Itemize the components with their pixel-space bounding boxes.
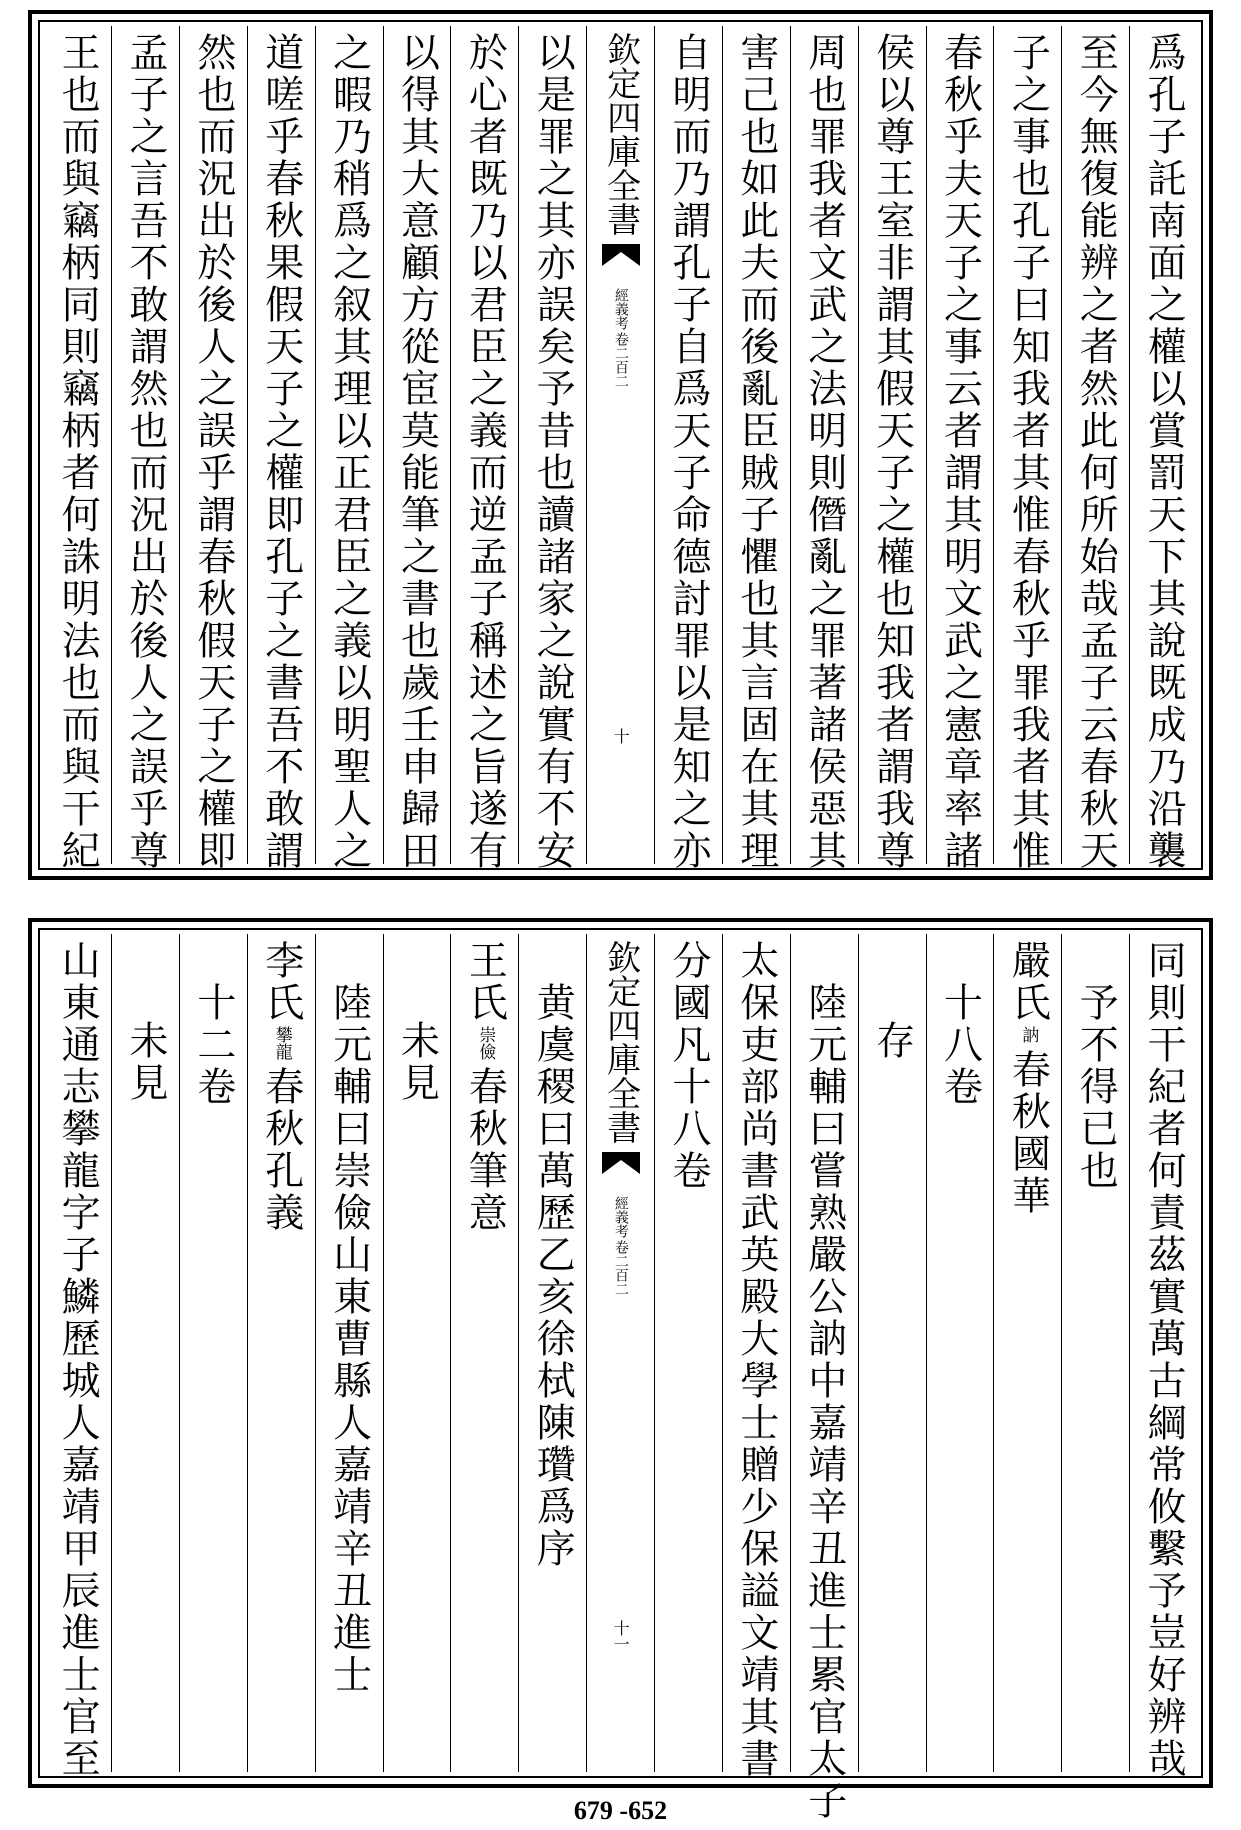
text-column <box>111 26 179 872</box>
text-column <box>1061 26 1129 872</box>
text-column <box>993 26 1061 872</box>
text-column <box>858 26 926 872</box>
text-column <box>383 26 451 872</box>
entry-heading <box>1005 940 1051 1217</box>
column-text: 至今無復能辨之者然此何所始哉孟子云春秋天 <box>1073 32 1119 872</box>
author-given-name: 訥 <box>1018 1026 1039 1043</box>
author-given-name: 崇儉 <box>475 1026 496 1060</box>
column-text: 王也而與竊柄同則竊柄者何誅明法也而與干紀 <box>55 32 101 872</box>
folio-number: 十 <box>611 728 631 744</box>
column-text: 太保吏部尚書武英殿大學士贈少保謚文靖其書 <box>733 940 779 1780</box>
column-text: 道嗟乎春秋果假天子之權即孔子之書吾不敢謂 <box>258 32 304 872</box>
column-text: 陸元輔曰嘗熟嚴公訥中嘉靖辛丑進士累官太子 <box>801 982 847 1822</box>
text-column <box>383 934 451 1772</box>
fishtail-mark-icon <box>600 1150 642 1176</box>
text-column <box>1129 26 1197 872</box>
entry-heading-column <box>450 934 518 1772</box>
text-column <box>654 26 722 872</box>
author-surname: 李氏 <box>258 940 304 1024</box>
work-name: 經義考 <box>612 1196 629 1238</box>
status-text: 未見 <box>394 1020 440 1104</box>
text-column <box>1061 934 1129 1772</box>
column-text: 予不得已也 <box>1073 982 1119 1192</box>
text-column <box>315 934 383 1772</box>
text-column <box>654 934 722 1772</box>
text-column <box>926 26 994 872</box>
column-text: 自明而乃謂孔子自爲天子命德討罪以是知之亦 <box>665 32 711 872</box>
center-margin <box>586 934 654 1772</box>
entry-heading <box>462 940 508 1234</box>
work-title: 春秋孔義 <box>258 1066 304 1234</box>
text-column <box>790 934 858 1822</box>
chapter-number: 卷二百二 <box>612 1240 629 1296</box>
column-text: 害己也如此夫而後亂臣賊子懼也其言固在其理 <box>733 32 779 872</box>
column-text: 於心者既乃以君臣之義而逆孟子稱述之旨遂有 <box>462 32 508 872</box>
volume-count: 十二卷 <box>190 982 236 1108</box>
page-number: 679 -652 <box>573 1796 668 1825</box>
folio-number: 十一 <box>611 1620 631 1652</box>
author-given-name: 攀龍 <box>271 1026 292 1060</box>
column-text: 陸元輔曰崇儉山東曹縣人嘉靖辛丑進士 <box>326 982 372 1696</box>
text-column <box>179 26 247 872</box>
top-page <box>28 10 1213 880</box>
text-column <box>247 26 315 872</box>
text-column <box>111 934 179 1772</box>
fishtail-mark-icon <box>600 242 642 268</box>
text-column <box>722 26 790 872</box>
column-text: 子之事也孔子曰知我者其惟春秋乎罪我者其惟 <box>1005 32 1051 872</box>
column-text: 分國凡十八卷 <box>665 940 711 1192</box>
text-column <box>315 26 383 872</box>
text-column <box>450 26 518 872</box>
column-text: 黄虞稷曰萬歷乙亥徐栻陳瓚爲序 <box>530 982 576 1570</box>
entry-heading-column <box>247 934 315 1772</box>
work-title: 春秋筆意 <box>462 1066 508 1234</box>
column-text: 以得其大意顧方從宦莫能筆之書也歲壬申歸田 <box>394 32 440 872</box>
column-text: 山東通志攀龍字子鱗歷城人嘉靖甲辰進士官至 <box>55 940 101 1780</box>
text-column <box>518 26 586 872</box>
text-column <box>1129 934 1197 1780</box>
entry-heading <box>258 940 304 1234</box>
text-column <box>722 934 790 1780</box>
text-column <box>44 934 111 1780</box>
column-text: 爲孔子託南面之權以賞罰天下其說既成乃沿襲 <box>1141 32 1187 872</box>
center-margin <box>586 26 654 864</box>
text-column <box>44 26 111 872</box>
book-title: 欽定四庫全書 <box>600 32 641 236</box>
column-text: 然也而況出於後人之誤乎謂春秋假天子之權即 <box>190 32 236 872</box>
author-surname: 嚴氏 <box>1005 940 1051 1024</box>
column-text: 周也罪我者文武之法明則僭亂之罪著諸侯惡其 <box>801 32 847 872</box>
text-column <box>790 26 858 872</box>
status-text: 未見 <box>122 1020 168 1104</box>
entry-heading-column <box>993 934 1061 1772</box>
chapter-label <box>613 288 628 388</box>
column-text: 孟子之言吾不敢謂然也而況出於後人之誤乎尊 <box>122 32 168 872</box>
text-column <box>858 934 926 1772</box>
top-columns <box>44 26 1197 872</box>
text-column <box>926 934 994 1772</box>
text-column <box>179 934 247 1772</box>
text-column <box>518 934 586 1772</box>
book-title: 欽定四庫全書 <box>600 940 641 1144</box>
work-title: 春秋國華 <box>1005 1049 1051 1217</box>
column-text: 以是罪之其亦誤矣予昔也讀諸家之說實有不安 <box>530 32 576 872</box>
chapter-label <box>613 1196 628 1296</box>
chapter-number: 卷二百二 <box>612 332 629 388</box>
column-text: 同則干紀者何責茲實萬古綱常攸繫予豈好辨哉 <box>1141 940 1187 1780</box>
column-text: 之暇乃稍爲之叙其理以正君臣之義以明聖人之 <box>326 32 372 872</box>
status-text: 存 <box>869 1020 915 1062</box>
work-name: 經義考 <box>612 288 629 330</box>
column-text: 春秋乎夫天子之事云者謂其明文武之憲章率諸 <box>937 32 983 872</box>
author-surname: 王氏 <box>462 940 508 1024</box>
volume-count: 十八卷 <box>937 982 983 1108</box>
column-text: 侯以尊王室非謂其假天子之權也知我者謂我尊 <box>869 32 915 872</box>
